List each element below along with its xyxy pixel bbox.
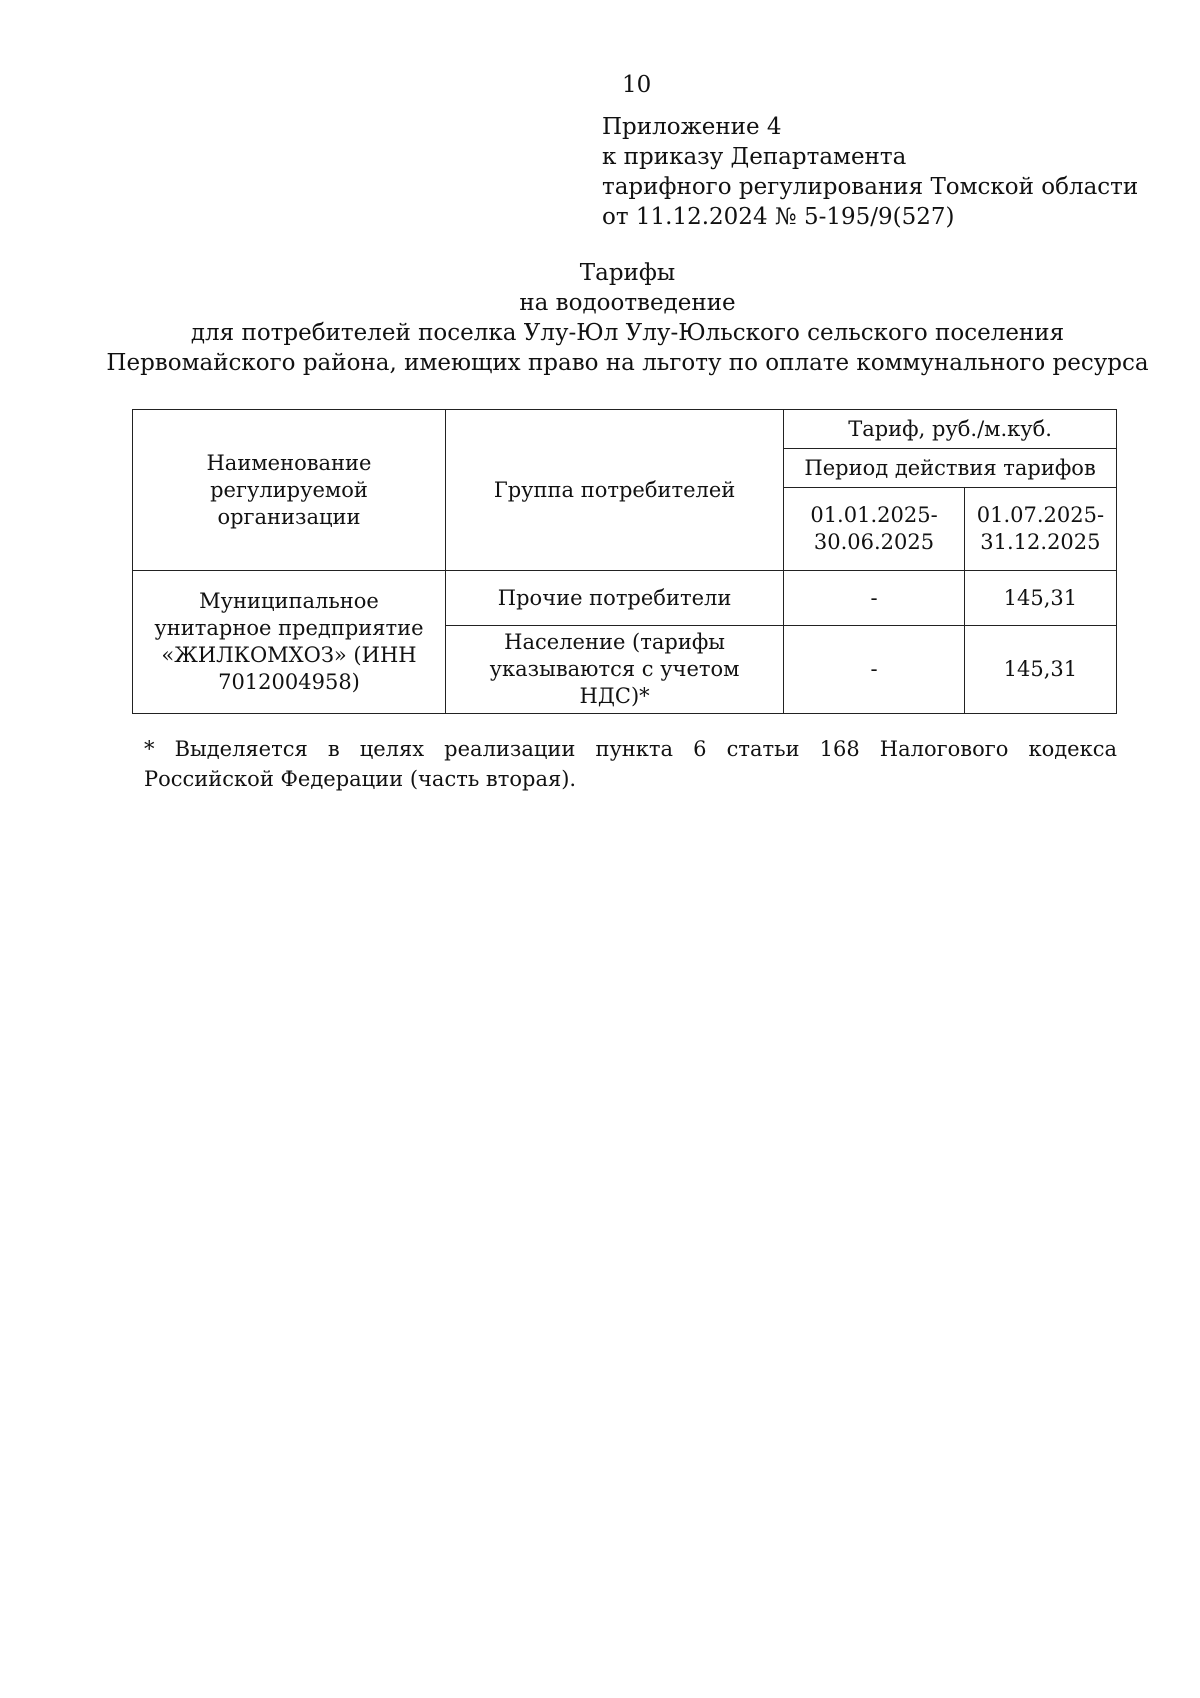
header-tariff: Тариф, руб./м.куб. [784,410,1117,449]
title-line-1: Тарифы [579,260,676,286]
tariff-period-2-cell: 145,31 [964,626,1116,714]
appendix-reference [602,112,1138,232]
tariff-period-2-cell: 145,31 [964,571,1116,626]
header-consumer-group: Группа потребителей [445,410,783,571]
title-line-2: на водоотведение [519,290,736,316]
title-line-3: для потребителей поселка Улу-Юл Улу-Юльского сельского поселения [190,320,1065,346]
appendix-line-4: от 11.12.2024 № 5-195/9(527) [602,204,955,230]
header-period: Период действия тарифов [784,449,1117,488]
organization-cell: Муниципальное унитарное предприятие «ЖИЛКОМХОЗ» (ИНН 7012004958) [133,571,446,714]
appendix-line-2: к приказу Департамента [602,144,907,170]
consumer-group-cell: Население (тарифы указываются с учетом НДС)* [445,626,783,714]
footnote: * Выделяется в целях реализации пункта 6 статьи 168 Налогового кодекса Российской Федерации (часть вторая). [144,737,1117,791]
table-row [133,571,1117,626]
appendix-line-1: Приложение 4 [602,114,782,140]
tariff-table [132,409,1117,714]
title-line-4: Первомайского района, имеющих право на льготу по оплате коммунального ресурса [106,350,1149,376]
header-org-name: Наименование регулируемой организации [133,410,446,571]
tariff-period-1-cell: - [784,571,965,626]
page-number: 10 [622,72,652,98]
tariff-period-1-cell: - [784,626,965,714]
consumer-group-cell: Прочие потребители [445,571,783,626]
header-period-2: 01.07.2025-31.12.2025 [964,488,1116,571]
appendix-line-3: тарифного регулирования Томской области [602,174,1139,200]
header-period-1: 01.01.2025-30.06.2025 [784,488,965,571]
table-header-row [133,410,1117,449]
document-title [100,258,1155,378]
